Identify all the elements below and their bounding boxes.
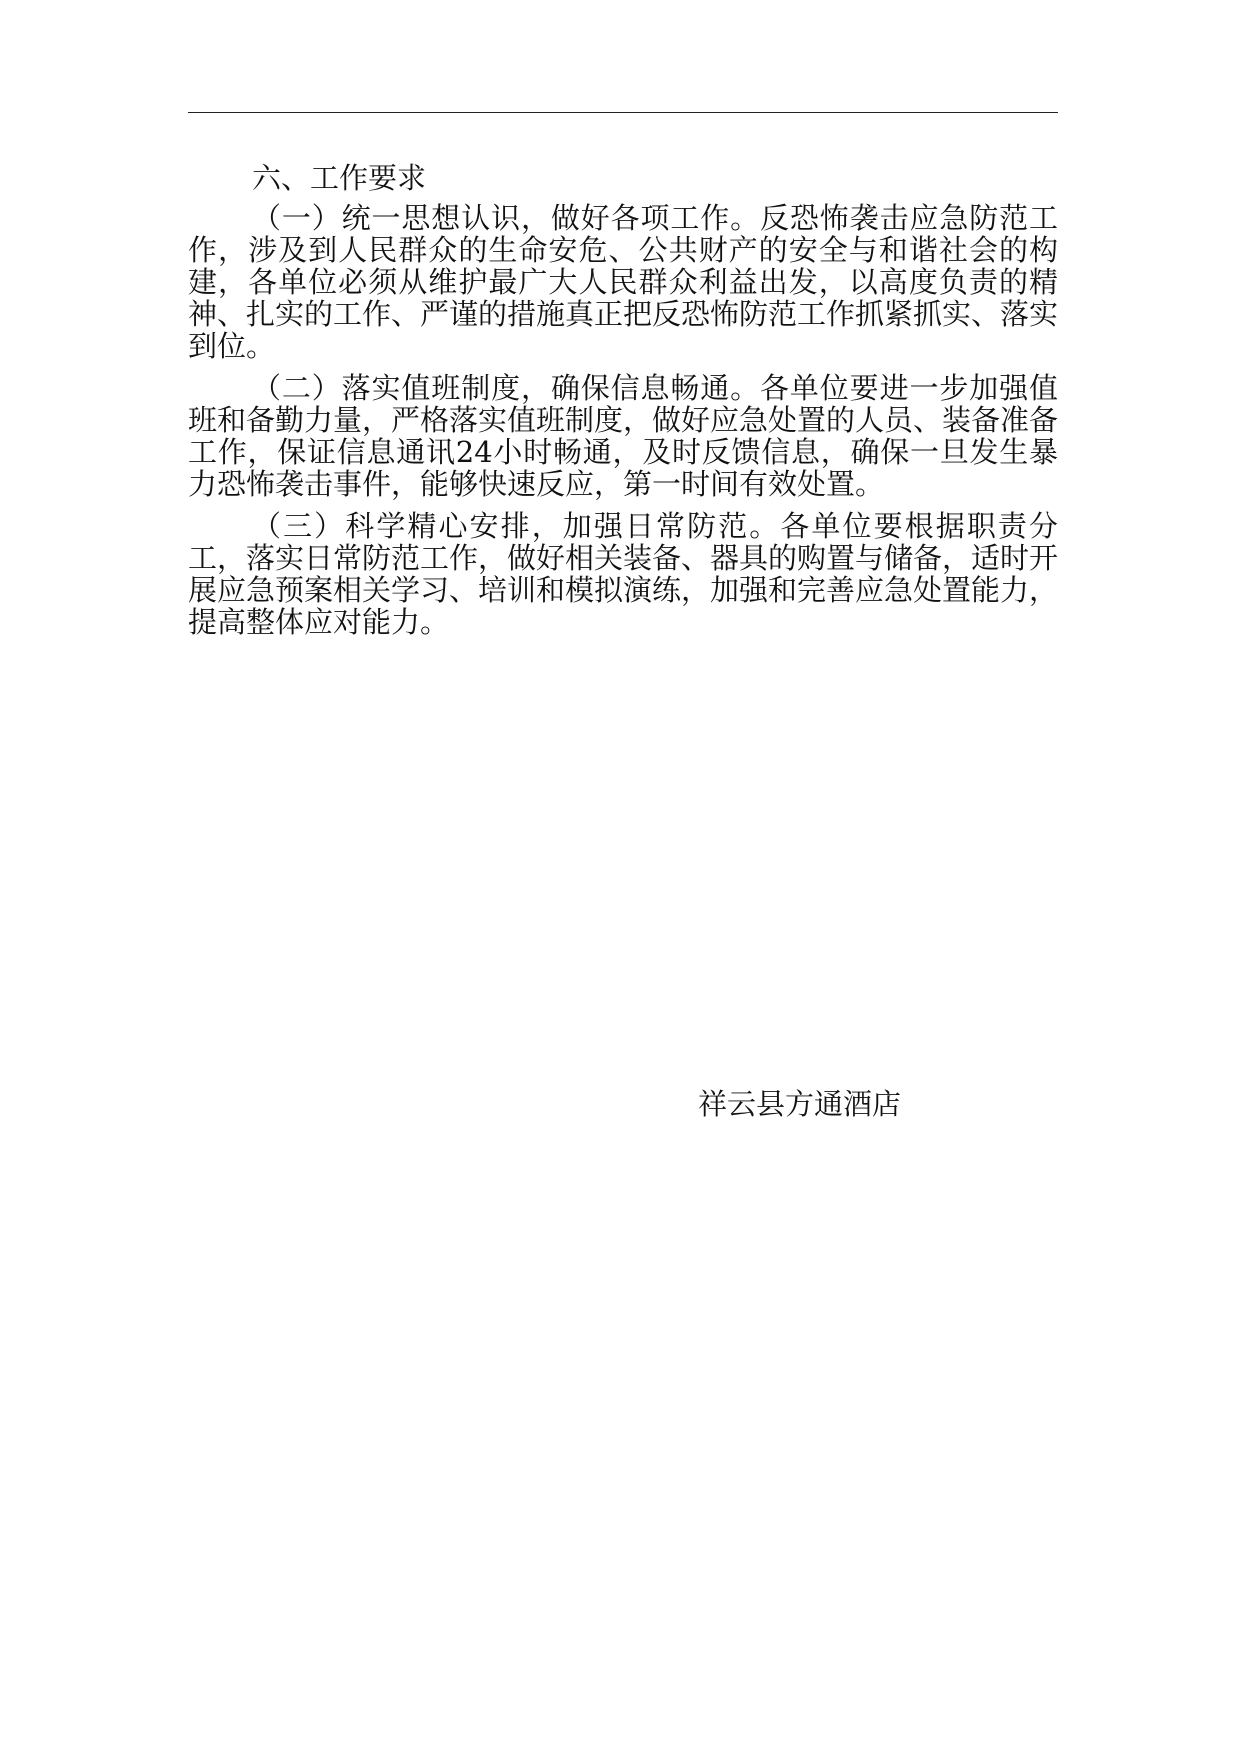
signature-organization: 祥云县方通酒店: [698, 1087, 902, 1121]
document-body: [188, 158, 1058, 648]
paragraph-3: （三）科学精心安排，加强日常防范。各单位要根据职责分工，落实日常防范工作，做好相关装备、器具的购置与储备，适时开展应急预案相关学习、培训和模拟演练，加强和完善应急处置能力，提高整体应对能力。: [188, 509, 1059, 639]
paragraph-2: （二）落实值班制度，确保信息畅通。各单位要进一步加强值班和备勤力量，严格落实值班制度，做好应急处置的人员、装备准备工作，保证信息通讯24小时畅通，及时反馈信息，确保一旦发生暴力恐怖袭击事件，能够快速反应，第一时间有效处置。: [188, 371, 1059, 501]
paragraph-1: （一）统一思想认识，做好各项工作。反恐怖袭击应急防范工作，涉及到人民群众的生命安危、公共财产的安全与和谐社会的构建，各单位必须从维护最广大人民群众利益出发，以高度负责的精神、扎实的工作、严谨的措施真正把反恐怖防范工作抓紧抓实、落实到位。: [188, 201, 1059, 363]
header-divider: [188, 112, 1058, 113]
section-heading: 六、工作要求: [252, 161, 427, 195]
